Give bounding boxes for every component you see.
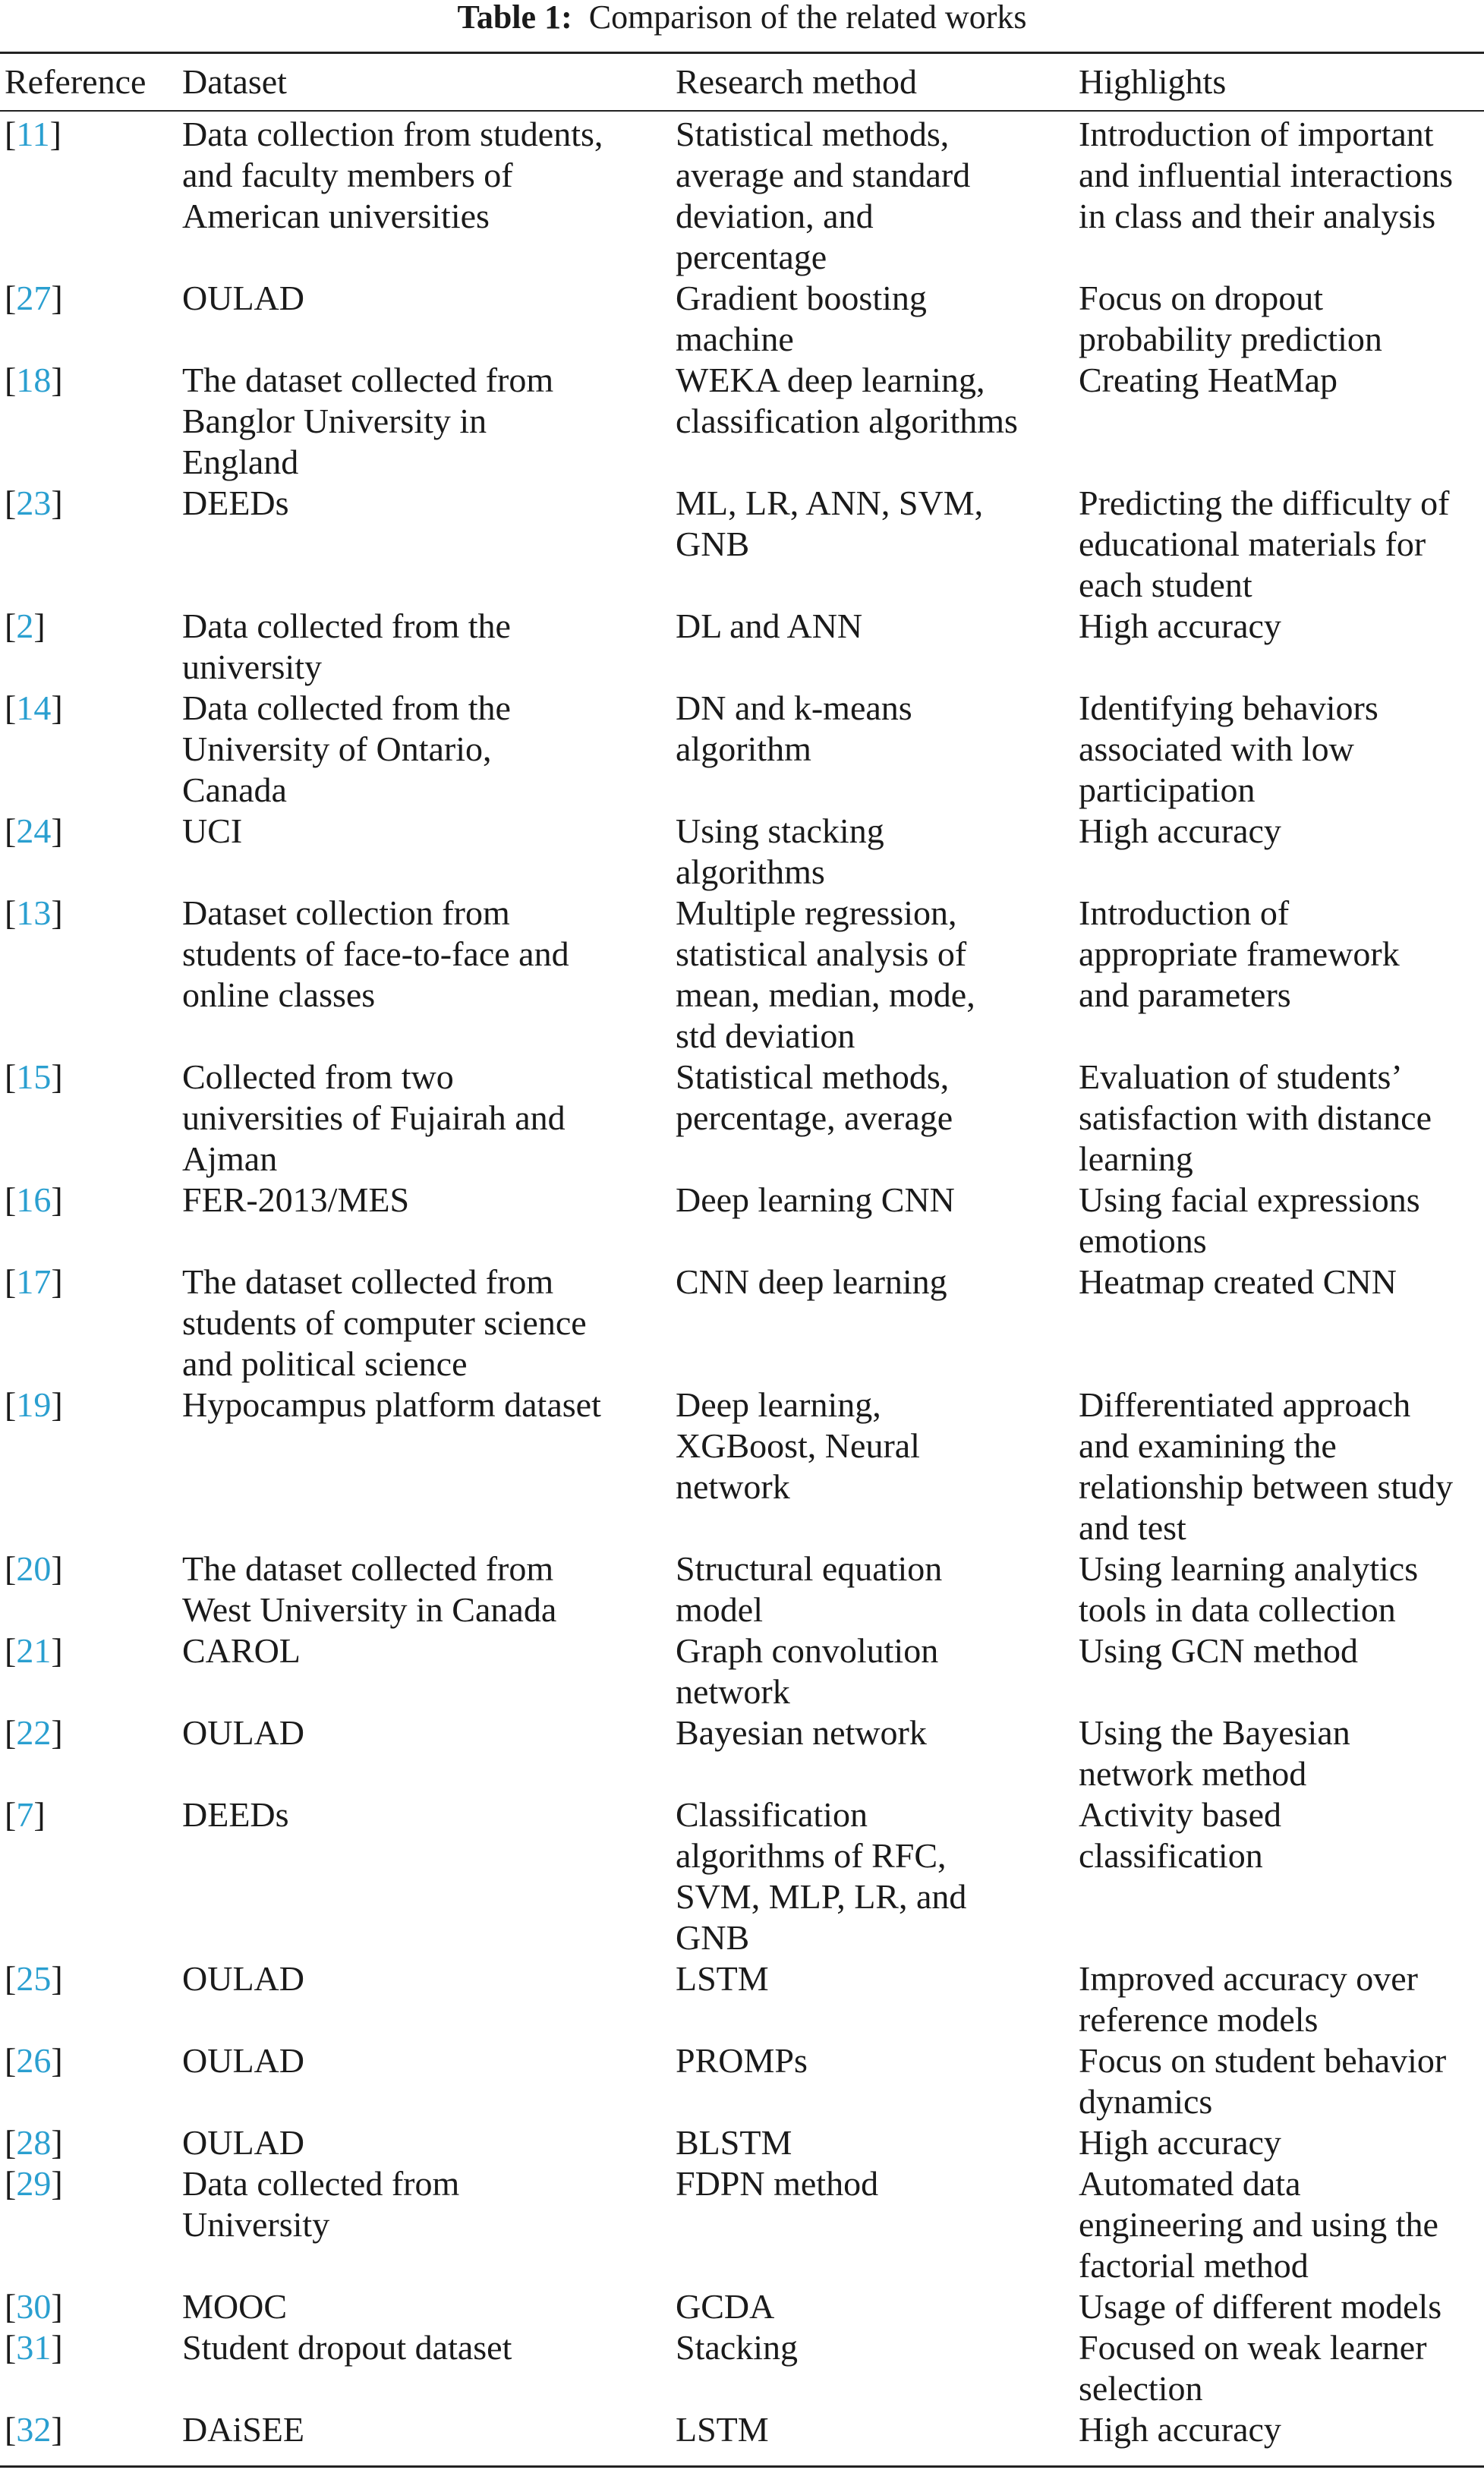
dataset-cell: UCI bbox=[182, 811, 243, 850]
highlights-cell: Using learning analytics tools in data collection bbox=[1079, 1549, 1419, 1629]
table-header bbox=[0, 54, 1484, 110]
table-row bbox=[0, 2409, 1484, 2450]
method-cell: DL and ANN bbox=[676, 606, 863, 645]
table-row bbox=[0, 1794, 1484, 1958]
reference-cell: [19] bbox=[5, 1385, 63, 1424]
header-research-method: Research method bbox=[676, 62, 918, 101]
method-cell: Graph convolution network bbox=[676, 1631, 939, 1711]
highlights-cell: Creating HeatMap bbox=[1079, 361, 1338, 399]
reference-cell: [21] bbox=[5, 1631, 63, 1670]
reference-cell: [23] bbox=[5, 484, 63, 522]
reference-cell: [20] bbox=[5, 1549, 63, 1588]
table-row bbox=[0, 811, 1484, 893]
table-caption bbox=[0, 0, 1484, 35]
highlights-cell: Introduction of important and influential interactions in class and their analysis bbox=[1079, 115, 1454, 235]
method-cell: WEKA deep learning, classification algorithms bbox=[676, 361, 1018, 440]
highlights-cell: Focus on dropout probability prediction bbox=[1079, 279, 1382, 358]
highlights-cell: Heatmap created CNN bbox=[1079, 1262, 1397, 1301]
table-row bbox=[0, 278, 1484, 360]
reference-link[interactable]: 32 bbox=[16, 2410, 52, 2449]
highlights-cell: Predicting the difficulty of educational materials for each student bbox=[1079, 484, 1450, 604]
reference-link[interactable]: 18 bbox=[16, 361, 52, 399]
method-cell: CNN deep learning bbox=[676, 1262, 947, 1301]
reference-cell: [26] bbox=[5, 2041, 63, 2080]
highlights-cell: Introduction of appropriate framework and parameters bbox=[1079, 893, 1400, 1014]
table-row bbox=[0, 606, 1484, 688]
dataset-cell: The dataset collected from Banglor University in England bbox=[182, 361, 554, 481]
reference-cell: [11] bbox=[5, 115, 61, 153]
dataset-cell: OULAD bbox=[182, 279, 304, 317]
table-row bbox=[0, 1057, 1484, 1180]
method-cell: Bayesian network bbox=[676, 1713, 927, 1752]
highlights-cell: Automated data engineering and using the factorial method bbox=[1079, 2164, 1438, 2285]
dataset-cell: Hypocampus platform dataset bbox=[182, 1385, 601, 1424]
method-cell: BLSTM bbox=[676, 2123, 792, 2162]
reference-cell: [28] bbox=[5, 2123, 63, 2162]
method-cell: Multiple regression, statistical analysis of mean, median, mode, std deviation bbox=[676, 893, 975, 1055]
table-row bbox=[0, 2163, 1484, 2286]
header-rule bbox=[0, 110, 1484, 112]
reference-link[interactable]: 20 bbox=[16, 1549, 52, 1588]
method-cell: Deep learning CNN bbox=[676, 1180, 955, 1219]
header-highlights: Highlights bbox=[1079, 62, 1227, 101]
highlights-cell: High accuracy bbox=[1079, 2123, 1281, 2162]
highlights-cell: Focused on weak learner selection bbox=[1079, 2328, 1427, 2408]
reference-cell: [32] bbox=[5, 2410, 63, 2449]
reference-cell: [17] bbox=[5, 1262, 63, 1301]
method-cell: DN and k-means algorithm bbox=[676, 688, 912, 768]
method-cell: LSTM bbox=[676, 2410, 769, 2449]
reference-link[interactable]: 15 bbox=[16, 1057, 52, 1096]
dataset-cell: DAiSEE bbox=[182, 2410, 304, 2449]
dataset-cell: Data collected from the University of Ontario, Canada bbox=[182, 688, 511, 809]
dataset-cell: Data collected from the university bbox=[182, 606, 511, 686]
dataset-cell: CAROL bbox=[182, 1631, 301, 1670]
table-row bbox=[0, 1630, 1484, 1712]
highlights-cell: High accuracy bbox=[1079, 606, 1281, 645]
method-cell: Structural equation model bbox=[676, 1549, 943, 1629]
header-reference: Reference bbox=[5, 62, 147, 101]
reference-link[interactable]: 25 bbox=[16, 1959, 52, 1998]
highlights-cell: Using the Bayesian network method bbox=[1079, 1713, 1350, 1793]
reference-link[interactable]: 27 bbox=[16, 279, 52, 317]
highlights-cell: Activity based classification bbox=[1079, 1795, 1281, 1875]
reference-cell: [2] bbox=[5, 606, 46, 645]
reference-cell: [24] bbox=[5, 811, 63, 850]
dataset-cell: The dataset collected from students of computer science and political science bbox=[182, 1262, 587, 1383]
reference-link[interactable]: 28 bbox=[16, 2123, 52, 2162]
table-row bbox=[0, 2040, 1484, 2122]
reference-cell: [30] bbox=[5, 2287, 63, 2326]
reference-cell: [22] bbox=[5, 1713, 63, 1752]
method-cell: Classification algorithms of RFC, SVM, MLP, LR, and GNB bbox=[676, 1795, 967, 1957]
reference-link[interactable]: 14 bbox=[16, 688, 52, 727]
method-cell: PROMPs bbox=[676, 2041, 808, 2080]
reference-link[interactable]: 24 bbox=[16, 811, 52, 850]
table-row bbox=[0, 114, 1484, 278]
bottom-rule bbox=[0, 2465, 1484, 2468]
reference-cell: [16] bbox=[5, 1180, 63, 1219]
highlights-cell: High accuracy bbox=[1079, 2410, 1281, 2449]
method-cell: Stacking bbox=[676, 2328, 798, 2367]
reference-cell: [27] bbox=[5, 279, 63, 317]
table-row bbox=[0, 1180, 1484, 1262]
table-row bbox=[0, 1385, 1484, 1548]
dataset-cell: DEEDs bbox=[182, 1795, 289, 1834]
method-cell: ML, LR, ANN, SVM, GNB bbox=[676, 484, 984, 563]
reference-cell: [25] bbox=[5, 1959, 63, 1998]
dataset-cell: Data collected from University bbox=[182, 2164, 460, 2244]
highlights-cell: Focus on student behavior dynamics bbox=[1079, 2041, 1447, 2121]
highlights-cell: Differentiated approach and examining the relationship between study and test bbox=[1079, 1385, 1454, 1547]
caption-title: Comparison of the related works bbox=[588, 0, 1027, 36]
reference-cell: [7] bbox=[5, 1795, 46, 1834]
reference-cell: [29] bbox=[5, 2164, 63, 2203]
table-row bbox=[0, 2122, 1484, 2163]
method-cell: LSTM bbox=[676, 1959, 769, 1998]
header-dataset: Dataset bbox=[182, 62, 287, 101]
dataset-cell: Student dropout dataset bbox=[182, 2328, 512, 2367]
method-cell: GCDA bbox=[676, 2287, 775, 2326]
reference-link[interactable]: 19 bbox=[16, 1385, 52, 1424]
reference-link[interactable]: 22 bbox=[16, 1713, 52, 1752]
highlights-cell: High accuracy bbox=[1079, 811, 1281, 850]
reference-cell: [14] bbox=[5, 688, 63, 727]
dataset-cell: FER-2013/MES bbox=[182, 1180, 410, 1219]
reference-cell: [31] bbox=[5, 2328, 63, 2367]
dataset-cell: OULAD bbox=[182, 2123, 304, 2162]
method-cell: Using stacking algorithms bbox=[676, 811, 884, 891]
table-row bbox=[0, 1262, 1484, 1385]
dataset-cell: DEEDs bbox=[182, 484, 289, 522]
reference-link[interactable]: 2 bbox=[16, 606, 34, 645]
dataset-cell: MOOC bbox=[182, 2287, 288, 2326]
reference-link[interactable]: 31 bbox=[16, 2328, 52, 2367]
reference-link[interactable]: 13 bbox=[16, 893, 52, 932]
dataset-cell: Collected from two universities of Fujairah and Ajman bbox=[182, 1057, 566, 1178]
reference-cell: [15] bbox=[5, 1057, 63, 1096]
table-body bbox=[0, 114, 1484, 2450]
table-row bbox=[0, 1958, 1484, 2040]
reference-link[interactable]: 17 bbox=[16, 1262, 52, 1301]
reference-link[interactable]: 21 bbox=[16, 1631, 52, 1670]
table-row bbox=[0, 1712, 1484, 1794]
table-row bbox=[0, 688, 1484, 811]
table-row bbox=[0, 2327, 1484, 2409]
dataset-cell: Dataset collection from students of face-to-face and online classes bbox=[182, 893, 569, 1014]
reference-link[interactable]: 29 bbox=[16, 2164, 52, 2203]
reference-link[interactable]: 7 bbox=[16, 1795, 34, 1834]
reference-link[interactable]: 11 bbox=[16, 115, 50, 153]
highlights-cell: Using facial expressions emotions bbox=[1079, 1180, 1420, 1260]
reference-link[interactable]: 23 bbox=[16, 484, 52, 522]
reference-cell: [18] bbox=[5, 361, 63, 399]
method-cell: Gradient boosting machine bbox=[676, 279, 927, 358]
reference-cell: [13] bbox=[5, 893, 63, 932]
reference-link[interactable]: 26 bbox=[16, 2041, 52, 2080]
table-row bbox=[0, 360, 1484, 483]
table-row bbox=[0, 1548, 1484, 1630]
table-row bbox=[0, 893, 1484, 1057]
highlights-cell: Identifying behaviors associated with low participation bbox=[1079, 688, 1378, 809]
dataset-cell: OULAD bbox=[182, 1713, 304, 1752]
table-row bbox=[0, 2286, 1484, 2327]
method-cell: Statistical methods, percentage, average bbox=[676, 1057, 953, 1137]
dataset-cell: The dataset collected from West University in Canada bbox=[182, 1549, 557, 1629]
dataset-cell: OULAD bbox=[182, 2041, 304, 2080]
dataset-cell: Data collection from students, and faculty members of American universities bbox=[182, 115, 603, 235]
table-row bbox=[0, 483, 1484, 606]
method-cell: Statistical methods, average and standard deviation, and percentage bbox=[676, 115, 971, 276]
method-cell: Deep learning, XGBoost, Neural network bbox=[676, 1385, 920, 1506]
caption-label: Table 1: bbox=[457, 0, 572, 36]
highlights-cell: Using GCN method bbox=[1079, 1631, 1358, 1670]
reference-link[interactable]: 30 bbox=[16, 2287, 52, 2326]
reference-link[interactable]: 16 bbox=[16, 1180, 52, 1219]
highlights-cell: Improved accuracy over reference models bbox=[1079, 1959, 1418, 2039]
highlights-cell: Evaluation of students’ satisfaction with distance learning bbox=[1079, 1057, 1432, 1178]
highlights-cell: Usage of different models bbox=[1079, 2287, 1442, 2326]
method-cell: FDPN method bbox=[676, 2164, 879, 2203]
dataset-cell: OULAD bbox=[182, 1959, 304, 1998]
